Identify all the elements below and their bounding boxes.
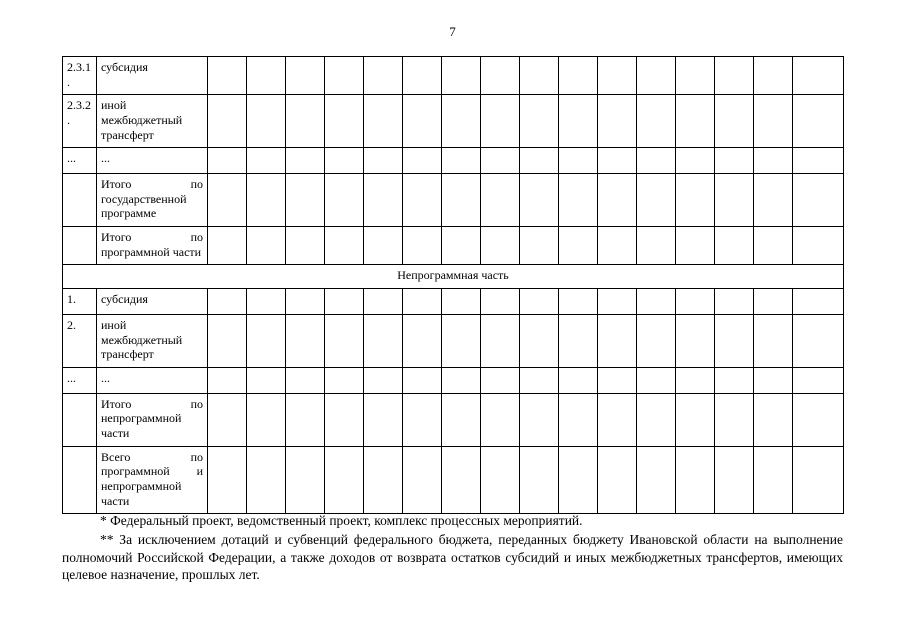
value-cell [442, 288, 481, 314]
row-label-cell: Итого по программной части [97, 227, 208, 265]
value-cell [286, 314, 325, 367]
value-cell [676, 148, 715, 174]
value-cell [715, 227, 754, 265]
value-cell [520, 288, 559, 314]
value-cell [442, 367, 481, 393]
value-cell [598, 174, 637, 227]
value-cell [715, 288, 754, 314]
row-number-cell: 2. [63, 314, 97, 367]
value-cell [442, 174, 481, 227]
table-row [63, 288, 844, 314]
value-cell [520, 174, 559, 227]
value-cell [247, 174, 286, 227]
row-number-cell: 2.3.1. [63, 57, 97, 95]
value-cell [247, 227, 286, 265]
row-number-cell: ... [63, 148, 97, 174]
value-cell [754, 227, 793, 265]
row-number-cell [63, 227, 97, 265]
table-row [63, 174, 844, 227]
value-cell [559, 148, 598, 174]
value-cell [637, 314, 676, 367]
value-cell [364, 446, 403, 514]
value-cell [793, 446, 844, 514]
value-cell [559, 174, 598, 227]
value-cell [481, 227, 520, 265]
value-cell [637, 95, 676, 148]
value-cell [754, 148, 793, 174]
value-cell [520, 57, 559, 95]
row-number-cell [63, 174, 97, 227]
value-cell [637, 393, 676, 446]
value-cell [208, 174, 247, 227]
row-number-cell [63, 393, 97, 446]
value-cell [793, 227, 844, 265]
value-cell [208, 446, 247, 514]
value-cell [325, 288, 364, 314]
value-cell [676, 174, 715, 227]
value-cell [208, 314, 247, 367]
value-cell [364, 174, 403, 227]
value-cell [247, 95, 286, 148]
value-cell [403, 446, 442, 514]
value-cell [481, 95, 520, 148]
value-cell [325, 367, 364, 393]
value-cell [793, 148, 844, 174]
value-cell [598, 367, 637, 393]
section-title: Непрограммная часть [63, 265, 844, 289]
value-cell [481, 314, 520, 367]
section-row [63, 265, 844, 289]
value-cell [325, 227, 364, 265]
value-cell [520, 314, 559, 367]
value-cell [598, 148, 637, 174]
value-cell [598, 446, 637, 514]
value-cell [715, 148, 754, 174]
value-cell [286, 148, 325, 174]
row-label-cell: Всего по программной и непрограммной части [97, 446, 208, 514]
value-cell [676, 393, 715, 446]
value-cell [637, 148, 676, 174]
value-cell [793, 367, 844, 393]
value-cell [208, 227, 247, 265]
value-cell [403, 174, 442, 227]
page-number: 7 [449, 24, 456, 39]
value-cell [364, 288, 403, 314]
value-cell [793, 393, 844, 446]
value-cell [520, 446, 559, 514]
value-cell [286, 288, 325, 314]
table-row [63, 227, 844, 265]
value-cell [403, 288, 442, 314]
row-number-cell: 2.3.2. [63, 95, 97, 148]
value-cell [559, 393, 598, 446]
value-cell [364, 314, 403, 367]
value-cell [754, 95, 793, 148]
value-cell [247, 288, 286, 314]
value-cell [793, 288, 844, 314]
value-cell [676, 227, 715, 265]
table-row [63, 314, 844, 367]
value-cell [598, 288, 637, 314]
value-cell [208, 148, 247, 174]
value-cell [325, 57, 364, 95]
value-cell [598, 57, 637, 95]
value-cell [247, 314, 286, 367]
value-cell [286, 446, 325, 514]
value-cell [442, 314, 481, 367]
value-cell [520, 95, 559, 148]
value-cell [208, 393, 247, 446]
value-cell [754, 367, 793, 393]
value-cell [793, 95, 844, 148]
value-cell [559, 446, 598, 514]
value-cell [442, 95, 481, 148]
value-cell [208, 367, 247, 393]
value-cell [793, 57, 844, 95]
value-cell [403, 57, 442, 95]
table-row [63, 95, 844, 148]
value-cell [715, 314, 754, 367]
value-cell [442, 148, 481, 174]
table-row [63, 57, 844, 95]
value-cell [247, 446, 286, 514]
value-cell [481, 148, 520, 174]
table-row [63, 148, 844, 174]
value-cell [325, 148, 364, 174]
row-number-cell: ... [63, 367, 97, 393]
value-cell [754, 174, 793, 227]
row-number-cell [63, 446, 97, 514]
value-cell [754, 393, 793, 446]
value-cell [286, 174, 325, 227]
value-cell [364, 367, 403, 393]
row-label-cell: иной межбюджетный трансферт [97, 314, 208, 367]
value-cell [559, 57, 598, 95]
value-cell [754, 314, 793, 367]
value-cell [208, 95, 247, 148]
value-cell [325, 393, 364, 446]
value-cell [637, 446, 676, 514]
value-cell [598, 393, 637, 446]
row-label-cell: ... [97, 367, 208, 393]
value-cell [364, 57, 403, 95]
value-cell [442, 446, 481, 514]
value-cell [442, 57, 481, 95]
budget-table [62, 56, 844, 514]
value-cell [520, 227, 559, 265]
value-cell [793, 314, 844, 367]
value-cell [403, 314, 442, 367]
row-label-cell: Итого по государственной программе [97, 174, 208, 227]
value-cell [364, 393, 403, 446]
value-cell [481, 288, 520, 314]
value-cell [325, 446, 364, 514]
value-cell [637, 227, 676, 265]
table-row [63, 446, 844, 514]
value-cell [442, 393, 481, 446]
value-cell [676, 95, 715, 148]
value-cell [286, 57, 325, 95]
value-cell [286, 95, 325, 148]
row-number-cell: 1. [63, 288, 97, 314]
value-cell [247, 57, 286, 95]
value-cell [403, 148, 442, 174]
value-cell [403, 367, 442, 393]
value-cell [364, 95, 403, 148]
value-cell [286, 227, 325, 265]
value-cell [715, 174, 754, 227]
value-cell [325, 95, 364, 148]
value-cell [208, 57, 247, 95]
value-cell [364, 227, 403, 265]
value-cell [637, 367, 676, 393]
value-cell [754, 57, 793, 95]
value-cell [481, 393, 520, 446]
row-label-cell: Итого по непрограммной части [97, 393, 208, 446]
value-cell [520, 393, 559, 446]
footnote-1: * Федеральный проект, ведомственный проект, комплекс процессных мероприятий. [100, 513, 583, 528]
value-cell [286, 367, 325, 393]
footnotes-block [62, 512, 843, 585]
value-cell [442, 227, 481, 265]
value-cell [637, 57, 676, 95]
value-cell [559, 227, 598, 265]
value-cell [598, 227, 637, 265]
value-cell [481, 57, 520, 95]
value-cell [403, 95, 442, 148]
value-cell [208, 288, 247, 314]
value-cell [676, 314, 715, 367]
value-cell [598, 95, 637, 148]
footnote-2: ** За исключением дотаций и субвенций федерального бюджета, переданных бюджету Ивановской области на выполнение полномочий Российской Федерации, а также доходов от возврата остатков субсидий и иных межбюджетных трансфертов, имеющих целевое назначение, прошлых лет. [62, 531, 843, 583]
value-cell [286, 393, 325, 446]
value-cell [598, 314, 637, 367]
value-cell [637, 288, 676, 314]
value-cell [676, 446, 715, 514]
value-cell [325, 314, 364, 367]
value-cell [676, 57, 715, 95]
value-cell [637, 174, 676, 227]
value-cell [676, 288, 715, 314]
value-cell [403, 393, 442, 446]
row-label-cell: субсидия [97, 288, 208, 314]
value-cell [715, 393, 754, 446]
value-cell [247, 367, 286, 393]
row-label-cell: ... [97, 148, 208, 174]
value-cell [325, 174, 364, 227]
table-row [63, 367, 844, 393]
value-cell [481, 174, 520, 227]
value-cell [715, 446, 754, 514]
value-cell [481, 367, 520, 393]
table-body [63, 57, 844, 514]
value-cell [247, 393, 286, 446]
value-cell [364, 148, 403, 174]
row-label-cell: субсидия [97, 57, 208, 95]
value-cell [559, 95, 598, 148]
row-label-cell: иной межбюджетный трансферт [97, 95, 208, 148]
value-cell [715, 95, 754, 148]
value-cell [793, 174, 844, 227]
value-cell [754, 446, 793, 514]
value-cell [559, 288, 598, 314]
value-cell [520, 148, 559, 174]
value-cell [481, 446, 520, 514]
value-cell [247, 148, 286, 174]
value-cell [715, 367, 754, 393]
table-row [63, 393, 844, 446]
value-cell [559, 367, 598, 393]
value-cell [715, 57, 754, 95]
value-cell [676, 367, 715, 393]
value-cell [559, 314, 598, 367]
value-cell [754, 288, 793, 314]
value-cell [520, 367, 559, 393]
value-cell [403, 227, 442, 265]
